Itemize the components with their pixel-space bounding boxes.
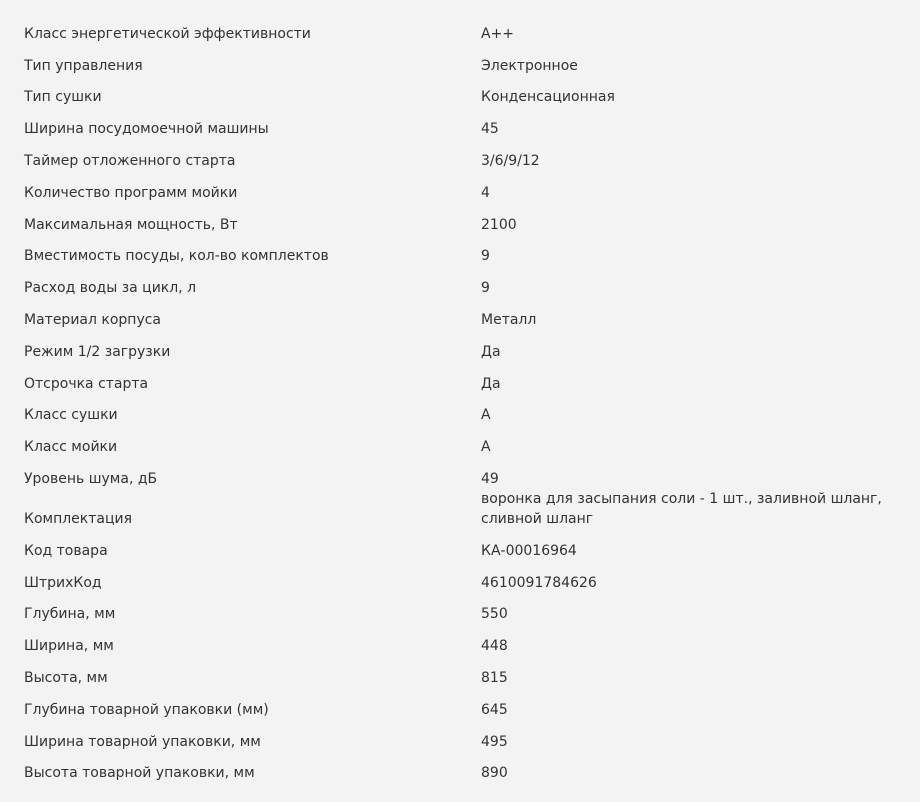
spec-value: Конденсационная (481, 89, 615, 106)
spec-name: Класс энергетической эффективности (24, 25, 311, 42)
spec-name: Режим 1/2 загрузки (24, 343, 171, 360)
spec-row-height (0, 656, 920, 688)
spec-value: 2100 (481, 216, 517, 233)
spec-value: 890 (481, 765, 508, 782)
spec-name: Материал корпуса (24, 311, 162, 328)
spec-row-water-consumption (0, 266, 920, 298)
spec-value: 495 (481, 733, 508, 750)
spec-value: Металл (481, 311, 537, 328)
spec-name: Высота, мм (24, 669, 108, 686)
spec-row-dishwasher-width (0, 107, 920, 139)
spec-value: Электронное (481, 57, 578, 74)
spec-value: 4610091784626 (481, 574, 597, 591)
spec-value: 49 (481, 470, 499, 487)
spec-value: воронка для засыпания соли - 1 шт., заливной шланг, сливной шланг (481, 490, 882, 527)
spec-row-depth (0, 593, 920, 625)
spec-row-energy-class (0, 12, 920, 44)
spec-name: Таймер отложенного старта (24, 152, 236, 169)
spec-value: КА-00016964 (481, 542, 577, 559)
spec-value: A (481, 407, 491, 424)
spec-name: Ширина товарной упаковки, мм (24, 733, 261, 750)
spec-value: A (481, 439, 491, 456)
spec-row-product-code (0, 529, 920, 561)
spec-row-program-count (0, 171, 920, 203)
spec-name: Высота товарной упаковки, мм (24, 765, 255, 782)
spec-name: Тип сушки (24, 89, 102, 106)
spec-row-barcode (0, 561, 920, 593)
spec-value: Да (481, 375, 501, 392)
spec-name: Расход воды за цикл, л (24, 280, 197, 297)
spec-row-washing-class (0, 425, 920, 457)
spec-value: A++ (481, 25, 515, 42)
spec-value: 448 (481, 638, 508, 655)
spec-name: Класс мойки (24, 439, 118, 456)
spec-row-noise-level (0, 457, 920, 489)
spec-value: 645 (481, 701, 508, 718)
spec-row-package-contents (0, 489, 920, 529)
spec-name: Класс сушки (24, 407, 118, 424)
spec-name: Ширина посудомоечной машины (24, 121, 269, 138)
spec-row-package-depth (0, 688, 920, 720)
spec-row-package-width (0, 720, 920, 752)
spec-name: Ширина, мм (24, 638, 114, 655)
spec-value: 45 (481, 121, 499, 138)
spec-value: 815 (481, 669, 508, 686)
spec-value: 3/6/9/12 (481, 152, 540, 169)
spec-name: Отсрочка старта (24, 375, 149, 392)
spec-row-drying-type (0, 76, 920, 108)
spec-row-drying-class (0, 394, 920, 426)
spec-name: ШтрихКод (24, 574, 102, 591)
spec-value: 550 (481, 606, 508, 623)
spec-name: Комплектация (24, 510, 133, 527)
spec-row-package-height (0, 752, 920, 784)
spec-row-max-power (0, 203, 920, 235)
spec-name: Максимальная мощность, Вт (24, 216, 238, 233)
spec-row-half-load (0, 330, 920, 362)
spec-value: 9 (481, 280, 490, 297)
spec-name: Уровень шума, дБ (24, 470, 158, 487)
spec-row-body-material (0, 298, 920, 330)
spec-name: Вместимость посуды, кол-во комплектов (24, 248, 329, 265)
spec-row-control-type (0, 44, 920, 76)
spec-name: Количество программ мойки (24, 184, 238, 201)
spec-value: Да (481, 343, 501, 360)
spec-value: 4 (481, 184, 490, 201)
spec-name: Глубина товарной упаковки (мм) (24, 701, 269, 718)
spec-name: Код товара (24, 542, 108, 559)
spec-row-delay-timer (0, 139, 920, 171)
spec-name: Глубина, мм (24, 606, 116, 623)
specifications-table (0, 12, 920, 783)
spec-row-start-delay (0, 362, 920, 394)
spec-name: Тип управления (24, 57, 143, 74)
spec-value: 9 (481, 248, 490, 265)
spec-row-width (0, 624, 920, 656)
spec-row-capacity (0, 235, 920, 267)
